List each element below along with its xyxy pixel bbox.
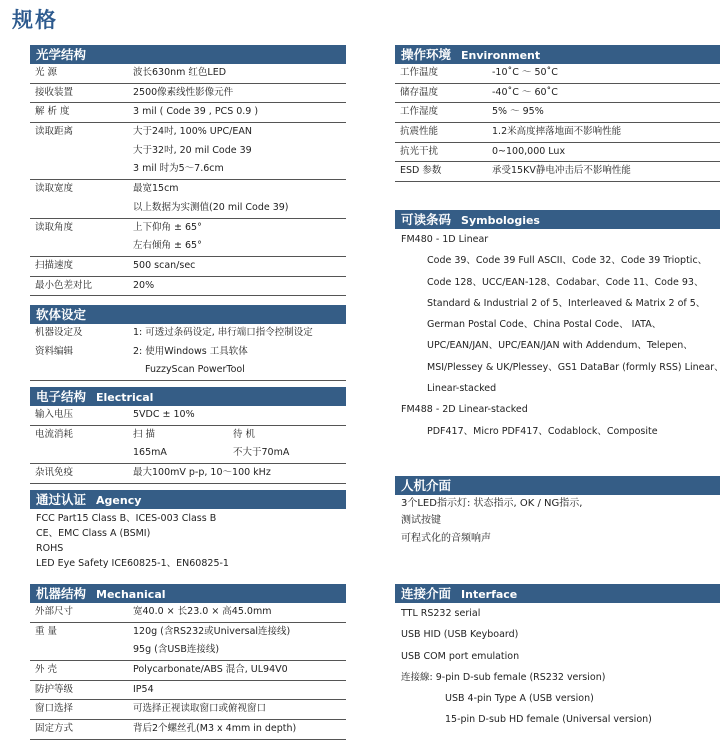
agency-line: ROHS xyxy=(36,543,64,554)
spec-key: 光 源 xyxy=(35,67,58,78)
spec-value: 最宽15cm xyxy=(133,183,179,195)
mechanical-table xyxy=(30,603,346,740)
interface-header: 连接介面 Interface xyxy=(395,584,720,603)
spec-row xyxy=(395,142,720,162)
spec-value: 左右倾角 ± 65° xyxy=(133,240,202,252)
noise-value: 最大100mV p-p, 10～100 kHz xyxy=(133,467,271,479)
spec-row xyxy=(395,123,720,143)
spec-value: 大于24吋, 100% UPC/EAN xyxy=(133,126,252,138)
spec-row xyxy=(30,123,346,180)
spec-row xyxy=(30,661,346,681)
symbology-line: PDF417、Micro PDF417、Codablock、Composite xyxy=(427,425,658,437)
spec-key: 扫描速度 xyxy=(35,259,74,271)
hmi-header: 人机介面 xyxy=(395,476,720,495)
spec-value: 500 scan/sec xyxy=(133,259,196,271)
spec-key: 抗震性能 xyxy=(400,126,439,138)
page-title: 规格 xyxy=(12,8,58,32)
connector-line: 9-pin D-sub female (RS232 version) xyxy=(435,671,606,683)
spec-value: 3 mil 时为5～7.6cm xyxy=(133,163,224,175)
spec-value: 承受15KV静电冲击后不影响性能 xyxy=(492,165,631,177)
spec-key: 解 析 度 xyxy=(35,106,70,118)
software-key-1: 机器设定及 xyxy=(35,327,83,338)
spec-value: 5% ～ 95% xyxy=(492,106,544,118)
agency-header: 通过认证 Agency xyxy=(30,490,346,509)
connector-line: USB 4-pin Type A (USB version) xyxy=(445,693,594,705)
electrical-table xyxy=(30,406,346,484)
spec-row xyxy=(30,700,346,720)
hmi-list xyxy=(395,495,720,547)
spec-value: 0~100,000 Lux xyxy=(492,145,566,157)
interface-list xyxy=(395,603,720,731)
software-value: 1: 可透过条码设定, 串行端口指令控制设定 xyxy=(133,327,313,338)
spec-value: Polycarbonate/ABS 混合, UL94V0 xyxy=(133,664,288,676)
spec-key: 固定方式 xyxy=(35,723,74,735)
hmi-line: 可程式化的音频响声 xyxy=(401,532,491,544)
spec-value: 宽40.0 × 长23.0 × 高45.0mm xyxy=(133,606,272,617)
spec-row xyxy=(30,83,346,103)
environment-header: 操作环境 Environment xyxy=(395,45,720,64)
spec-key: 工作湿度 xyxy=(400,106,439,118)
environment-table xyxy=(395,64,720,182)
spec-value: 背后2个螺丝孔(M3 x 4mm in depth) xyxy=(133,723,297,735)
idle-label: 待 机 xyxy=(233,428,256,440)
spec-key: 外部尺寸 xyxy=(35,606,74,617)
software-value: FuzzyScan PowerTool xyxy=(145,364,245,376)
spec-key: 工作温度 xyxy=(400,67,439,78)
environment-section xyxy=(395,45,720,182)
interface-section xyxy=(395,584,720,731)
spec-key: 抗光干扰 xyxy=(400,145,439,157)
spec-value: 120g (含RS232或Universal连接线) xyxy=(133,625,291,637)
software-value: 2: 使用Windows 工具软体 xyxy=(133,345,248,357)
spec-value: 波长630nm 红色LED xyxy=(133,67,227,78)
spec-key: 读取角度 xyxy=(35,221,74,233)
spec-value: IP54 xyxy=(133,683,154,695)
spec-row xyxy=(30,103,346,123)
voltage-key: 输入电压 xyxy=(35,409,74,420)
symbologies-header: 可读条码 Symbologies xyxy=(395,210,720,229)
spec-key: 最小色差对比 xyxy=(35,279,93,291)
symbologies-list xyxy=(395,229,724,442)
optical-table xyxy=(30,64,346,296)
connector-label: 连接線: xyxy=(401,671,433,683)
agency-line: CE、EMC Class A (BSMI) xyxy=(36,528,151,539)
spec-value: 95g (含USB连接线) xyxy=(133,644,220,656)
interface-line: USB COM port emulation xyxy=(401,650,520,662)
spec-key: 读取距离 xyxy=(35,126,74,138)
spec-row xyxy=(30,603,346,622)
spec-row xyxy=(30,256,346,276)
scan-label: 扫 描 xyxy=(133,428,156,440)
spec-value: 20% xyxy=(133,279,155,291)
spec-row xyxy=(30,622,346,660)
noise-key: 杂讯免疫 xyxy=(35,467,74,479)
interface-line: USB HID (USB Keyboard) xyxy=(401,629,519,641)
mechanical-header: 机器结构 Mechanical xyxy=(30,584,346,603)
agency-section xyxy=(30,490,346,571)
spec-row xyxy=(395,64,720,83)
spec-row xyxy=(395,103,720,123)
spec-key: 接收装置 xyxy=(35,86,74,98)
spec-row xyxy=(30,680,346,700)
symbology-line: Linear-stacked xyxy=(427,383,497,395)
spec-value: -10˚C ～ 50˚C xyxy=(492,67,558,78)
spec-key: 重 量 xyxy=(35,625,58,637)
electrical-header: 电子结构 Electrical xyxy=(30,387,346,406)
hmi-line: 测试按键 xyxy=(401,515,441,527)
symbology-line: Code 128、UCC/EAN-128、Codabar、Code 11、Code 93、 xyxy=(427,276,704,288)
spec-row xyxy=(30,720,346,740)
current-key: 电流消耗 xyxy=(35,428,74,440)
spec-value: 可选择正视读取窗口或俯视窗口 xyxy=(133,703,267,715)
electrical-section xyxy=(30,387,346,484)
spec-value: 1.2米高度摔落地面不影响性能 xyxy=(492,126,622,138)
idle-value: 不大于70mA xyxy=(233,447,290,459)
symbology-line: Code 39、Code 39 Full ASCII、Code 32、Code 39 Trioptic、 xyxy=(427,255,708,267)
spec-row xyxy=(30,180,346,218)
spec-key: 窗口选择 xyxy=(35,703,74,715)
connector-line: 15-pin D-sub HD female (Universal version) xyxy=(445,714,652,726)
spec-value: 3 mil ( Code 39 , PCS 0.9 ) xyxy=(133,106,259,118)
software-header: 软体设定 xyxy=(30,305,346,324)
software-table xyxy=(30,324,346,381)
spec-value: 2500像素线性影像元件 xyxy=(133,86,234,98)
spec-value: 大于32吋, 20 mil Code 39 xyxy=(133,144,252,156)
hmi-line: 3个LED指示灯: 状态指示, OK / NG指示, xyxy=(401,498,583,509)
agency-list xyxy=(30,509,346,571)
symbology-line: German Postal Code、China Postal Code、 IATA、 xyxy=(427,319,662,331)
spec-key: 读取宽度 xyxy=(35,183,74,195)
spec-row xyxy=(30,64,346,83)
mechanical-section xyxy=(30,584,346,740)
spec-value: 上下仰角 ± 65° xyxy=(133,221,202,233)
scan-value: 165mA xyxy=(133,447,167,459)
symbology-line: MSI/Plessey & UK/Plessey、GS1 DataBar (formly RSS) Linear、 xyxy=(427,361,724,373)
symbologies-section xyxy=(395,210,724,442)
agency-line: FCC Part15 Class B、ICES-003 Class B xyxy=(36,513,217,524)
spec-key: ESD 参数 xyxy=(400,165,442,177)
optical-section xyxy=(30,45,346,296)
software-section xyxy=(30,305,346,381)
symbology-line: UPC/EAN/JAN、UPC/EAN/JAN with Addendum、Telepen、 xyxy=(427,340,693,352)
spec-row xyxy=(30,276,346,296)
spec-value: -40˚C ～ 60˚C xyxy=(492,86,558,98)
spec-row xyxy=(395,162,720,182)
fm480-label: FM480 - 1D Linear xyxy=(401,234,489,245)
spec-row xyxy=(30,218,346,256)
interface-line: TTL RS232 serial xyxy=(401,608,481,619)
spec-row xyxy=(395,83,720,103)
voltage-value: 5VDC ± 10% xyxy=(133,409,195,420)
hmi-section xyxy=(395,476,720,547)
symbology-line: Standard & Industrial 2 of 5、Interleaved & Matrix 2 of 5、 xyxy=(427,297,706,309)
spec-value: 以上数据为实测值(20 mil Code 39) xyxy=(133,201,289,213)
optical-header: 光学结构 xyxy=(30,45,346,64)
agency-line: LED Eye Safety ICE60825-1、EN60825-1 xyxy=(36,558,229,569)
spec-key: 外 壳 xyxy=(35,664,58,676)
fm488-label: FM488 - 2D Linear-stacked xyxy=(401,404,528,416)
spec-key: 防护等级 xyxy=(35,683,74,695)
software-key-2: 资料编辑 xyxy=(35,345,74,357)
spec-key: 储存温度 xyxy=(400,86,439,98)
